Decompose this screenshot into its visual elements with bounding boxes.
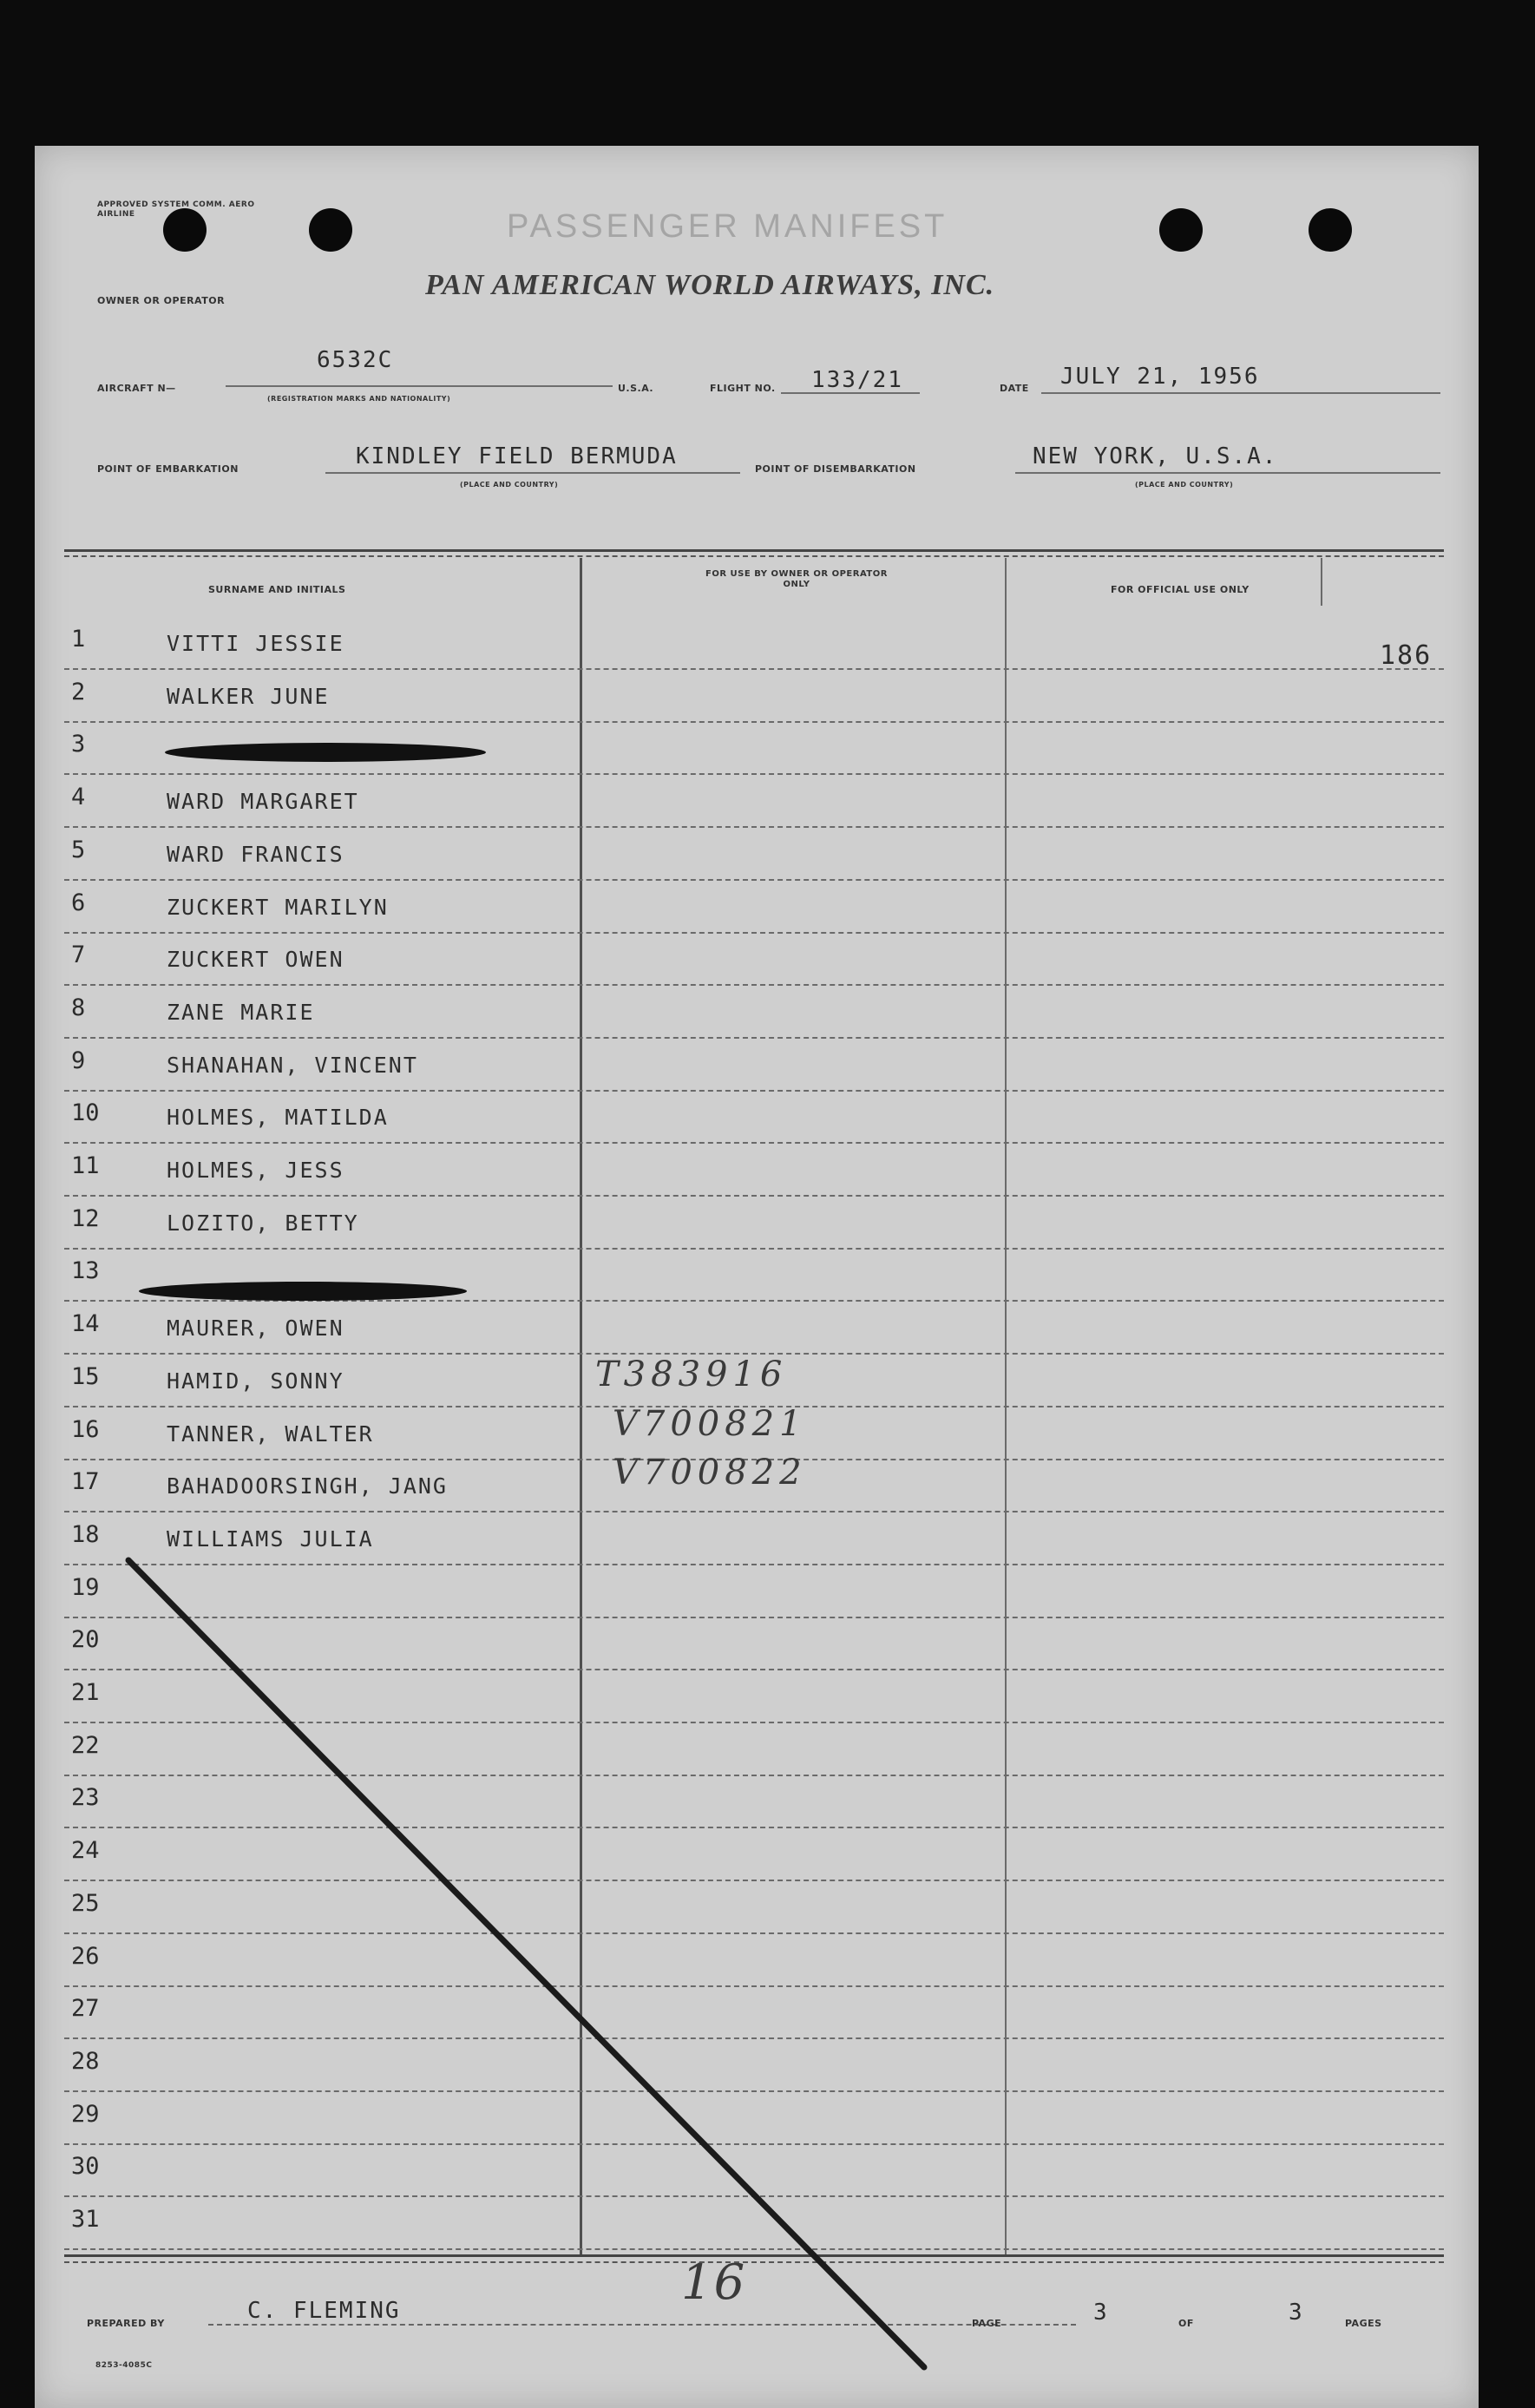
owner-label: OWNER OR OPERATOR [97, 295, 226, 306]
row-number: 15 [71, 1363, 100, 1390]
aircraft-label: AIRCRAFT N— [97, 383, 176, 394]
of-label: OF [1178, 2318, 1194, 2329]
row-number: 14 [71, 1310, 100, 1337]
total-passengers: 16 [681, 2254, 747, 2311]
row-number: 27 [71, 1995, 100, 2022]
row-number: 4 [71, 784, 86, 810]
row-number: 18 [71, 1521, 100, 1548]
prepared-label: PREPARED BY [87, 2318, 165, 2329]
row-number: 21 [71, 1679, 100, 1706]
passenger-name: VITTI JESSIE [167, 631, 344, 656]
passenger-name: HAMID, SONNY [167, 1368, 344, 1394]
passenger-name: TANNER, WALTER [167, 1421, 374, 1447]
row-number: 6 [71, 889, 86, 916]
row-number: 26 [71, 1943, 100, 1970]
flight-number: 133/21 [811, 367, 903, 393]
row-number: 2 [71, 679, 86, 705]
manifest-page [35, 146, 1479, 2408]
row-number: 11 [71, 1152, 100, 1179]
pages-label: PAGES [1345, 2318, 1382, 2329]
date-label: DATE [1000, 383, 1029, 394]
embark-sublabel: (PLACE AND COUNTRY) [460, 481, 559, 489]
row-number: 28 [71, 2048, 100, 2075]
passenger-name: ZUCKERT OWEN [167, 947, 344, 972]
prepared-value: C. FLEMING [247, 2298, 401, 2324]
aircraft-value: 6532C [317, 347, 394, 373]
row-number: 19 [71, 1574, 100, 1601]
page-title: PASSENGER MANIFEST [507, 208, 948, 245]
disembark-label: POINT OF DISEMBARKATION [755, 463, 916, 475]
row-number: 23 [71, 1784, 100, 1811]
embark-value: KINDLEY FIELD BERMUDA [356, 443, 678, 469]
passenger-name: WARD MARGARET [167, 789, 359, 814]
passenger-name: ZANE MARIE [167, 1000, 315, 1025]
disembark-sublabel: (PLACE AND COUNTRY) [1135, 481, 1234, 489]
row-number: 10 [71, 1099, 100, 1126]
owner-value: PAN AMERICAN WORLD AIRWAYS, INC. [425, 269, 995, 301]
passenger-name: HOLMES, JESS [167, 1158, 344, 1183]
row-number: 20 [71, 1626, 100, 1653]
form-code: 8253-4085C [95, 2361, 153, 2370]
aircraft-sublabel: (REGISTRATION MARKS AND NATIONALITY) [267, 395, 451, 403]
passenger-name: LOZITO, BETTY [167, 1211, 359, 1236]
flight-label: FLIGHT NO. [710, 383, 776, 394]
date-value: JULY 21, 1956 [1060, 364, 1260, 390]
page-stamp-number: 186 [1380, 640, 1433, 671]
passenger-name: WARD FRANCIS [167, 842, 344, 867]
cancel-strike-line [35, 146, 1479, 2408]
row-number: 13 [71, 1257, 100, 1284]
of-value: 3 [1289, 2300, 1304, 2326]
row-number: 30 [71, 2153, 100, 2180]
ticket-code: V700822 [613, 1453, 807, 1493]
row-number: 31 [71, 2206, 100, 2233]
row-number: 24 [71, 1837, 100, 1864]
passenger-name: SHANAHAN, VINCENT [167, 1053, 418, 1078]
row-number: 8 [71, 994, 86, 1021]
row-number: 9 [71, 1047, 86, 1074]
ticket-code: V700821 [613, 1404, 807, 1444]
row-number: 5 [71, 837, 86, 863]
row-number: 16 [71, 1416, 100, 1443]
row-number: 25 [71, 1890, 100, 1917]
page-label: PAGE [972, 2318, 1002, 2329]
embark-label: POINT OF EMBARKATION [97, 463, 239, 475]
row-number: 7 [71, 942, 86, 968]
row-number: 1 [71, 626, 86, 653]
column-header-official: FOR OFFICIAL USE ONLY [1111, 584, 1250, 595]
ticket-code: T383916 [595, 1355, 788, 1394]
column-header-owner: FOR USE BY OWNER OR OPERATOR ONLY [705, 569, 888, 589]
approval-stamp: APPROVED SYSTEM COMM. AERO AIRLINE [97, 200, 255, 219]
column-header-surname: SURNAME AND INITIALS [208, 584, 346, 595]
passenger-name: MAURER, OWEN [167, 1316, 344, 1341]
usa-label: U.S.A. [618, 383, 654, 394]
passenger-name: ZUCKERT MARILYN [167, 895, 389, 920]
passenger-name: HOLMES, MATILDA [167, 1105, 389, 1130]
page-value: 3 [1093, 2300, 1109, 2326]
row-number: 22 [71, 1732, 100, 1759]
row-number: 17 [71, 1468, 100, 1495]
row-number: 3 [71, 731, 86, 758]
passenger-name: WALKER JUNE [167, 684, 330, 709]
passenger-name: WILLIAMS JULIA [167, 1526, 374, 1552]
disembark-value: NEW YORK, U.S.A. [1033, 443, 1278, 469]
row-number: 29 [71, 2101, 100, 2128]
row-number: 12 [71, 1205, 100, 1232]
passenger-name: BAHADOORSINGH, JANG [167, 1473, 448, 1499]
